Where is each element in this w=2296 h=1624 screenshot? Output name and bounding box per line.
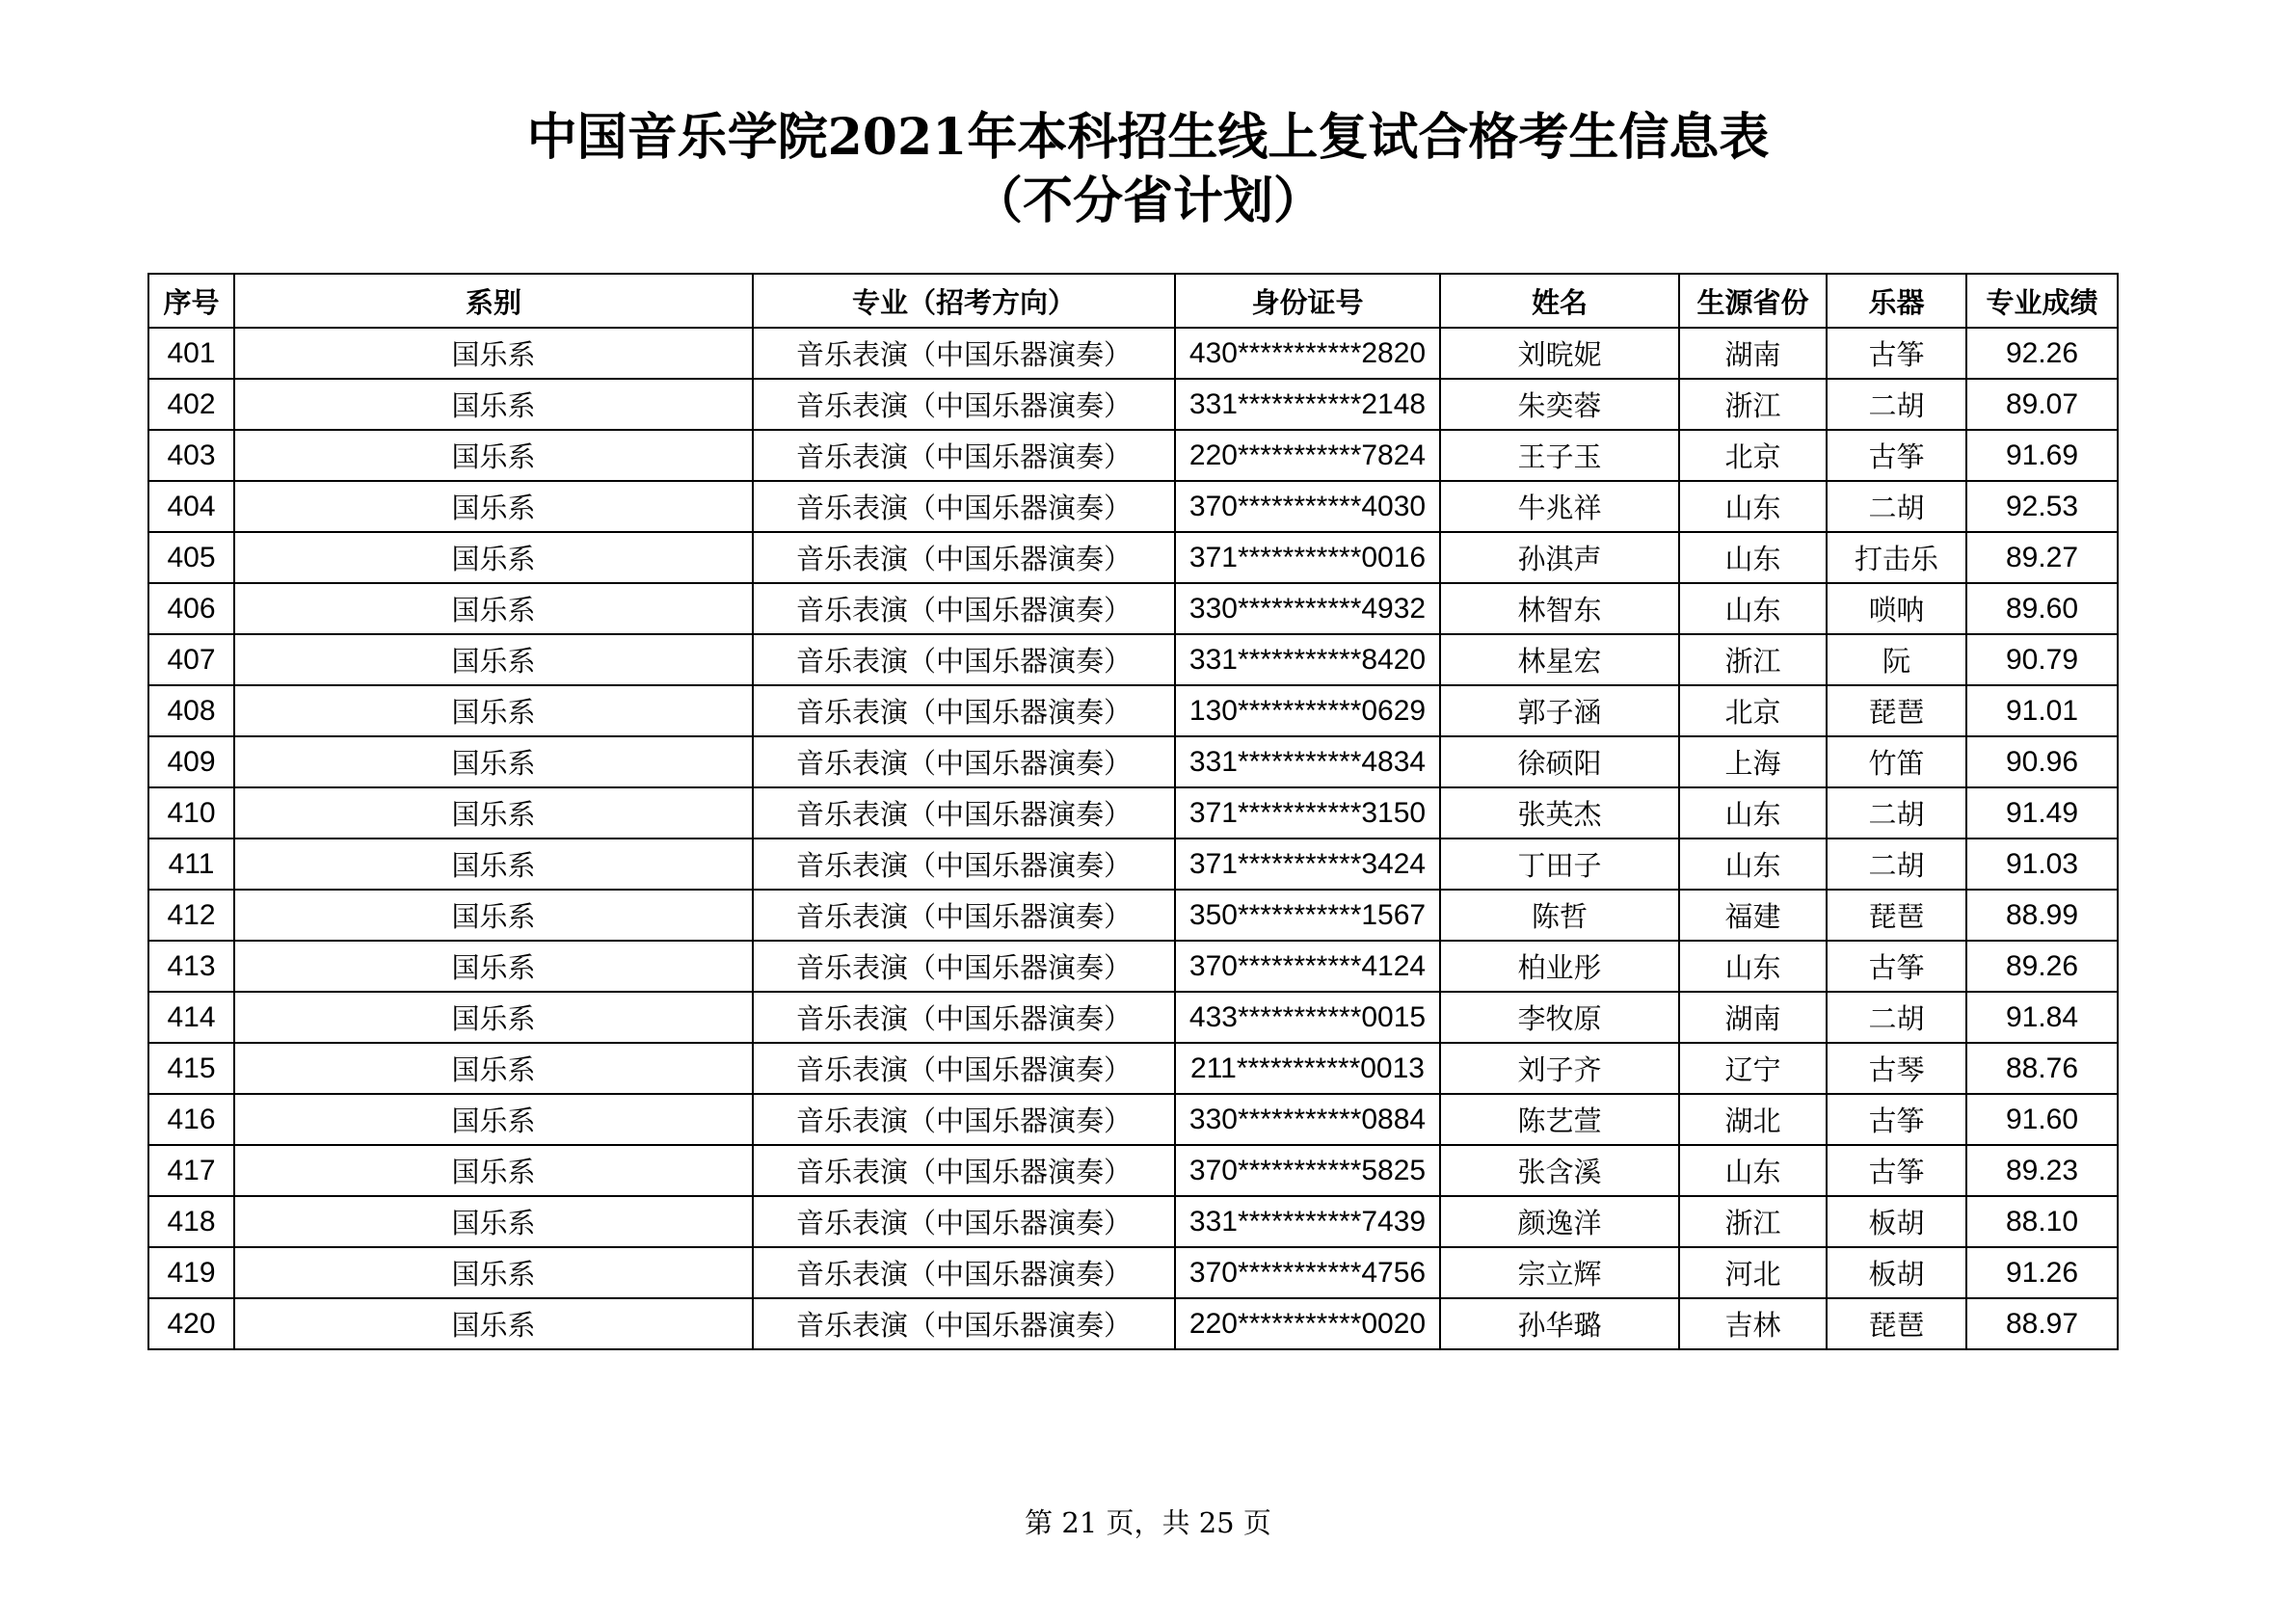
cell-major: 音乐表演（中国乐器演奏）: [753, 1145, 1175, 1196]
cell-instrument: 二胡: [1827, 839, 1966, 890]
cell-province: 北京: [1679, 685, 1827, 736]
table-row: [148, 1247, 2118, 1298]
table-row: [148, 992, 2118, 1043]
cell-score: 91.69: [1966, 430, 2118, 481]
cell-score: 88.76: [1966, 1043, 2118, 1094]
cell-id-number: 331***********4834: [1175, 736, 1440, 787]
cell-province: 湖南: [1679, 992, 1827, 1043]
cell-index: 415: [148, 1043, 234, 1094]
cell-index: 408: [148, 685, 234, 736]
column-header-id-number: 身份证号: [1175, 274, 1440, 328]
cell-id-number: 350***********1567: [1175, 890, 1440, 941]
cell-name: 张英杰: [1440, 787, 1679, 839]
cell-name: 宗立辉: [1440, 1247, 1679, 1298]
cell-id-number: 370***********5825: [1175, 1145, 1440, 1196]
column-header-province: 生源省份: [1679, 274, 1827, 328]
cell-id-number: 331***********7439: [1175, 1196, 1440, 1247]
cell-province: 浙江: [1679, 1196, 1827, 1247]
table-row: [148, 379, 2118, 430]
cell-name: 张含溪: [1440, 1145, 1679, 1196]
cell-id-number: 370***********4030: [1175, 481, 1440, 532]
cell-instrument: 二胡: [1827, 992, 1966, 1043]
cell-index: 412: [148, 890, 234, 941]
cell-department: 国乐系: [234, 1247, 753, 1298]
cell-name: 李牧原: [1440, 992, 1679, 1043]
cell-score: 89.23: [1966, 1145, 2118, 1196]
cell-province: 湖南: [1679, 328, 1827, 379]
table-row: [148, 736, 2118, 787]
table-row: [148, 1094, 2118, 1145]
cell-province: 福建: [1679, 890, 1827, 941]
table-row: [148, 941, 2118, 992]
cell-instrument: 二胡: [1827, 379, 1966, 430]
table-row: [148, 685, 2118, 736]
cell-province: 山东: [1679, 1145, 1827, 1196]
cell-score: 89.07: [1966, 379, 2118, 430]
cell-department: 国乐系: [234, 992, 753, 1043]
cell-instrument: 阮: [1827, 634, 1966, 685]
cell-province: 山东: [1679, 839, 1827, 890]
cell-index: 406: [148, 583, 234, 634]
cell-department: 国乐系: [234, 532, 753, 583]
cell-major: 音乐表演（中国乐器演奏）: [753, 379, 1175, 430]
cell-index: 410: [148, 787, 234, 839]
cell-province: 上海: [1679, 736, 1827, 787]
cell-instrument: 古琴: [1827, 1043, 1966, 1094]
cell-id-number: 371***********0016: [1175, 532, 1440, 583]
cell-name: 朱奕蓉: [1440, 379, 1679, 430]
cell-major: 音乐表演（中国乐器演奏）: [753, 1247, 1175, 1298]
column-header-department: 系别: [234, 274, 753, 328]
cell-score: 90.96: [1966, 736, 2118, 787]
cell-id-number: 433***********0015: [1175, 992, 1440, 1043]
cell-province: 北京: [1679, 430, 1827, 481]
cell-department: 国乐系: [234, 634, 753, 685]
table-row: [148, 532, 2118, 583]
cell-index: 404: [148, 481, 234, 532]
cell-instrument: 二胡: [1827, 787, 1966, 839]
cell-major: 音乐表演（中国乐器演奏）: [753, 634, 1175, 685]
cell-score: 89.26: [1966, 941, 2118, 992]
cell-major: 音乐表演（中国乐器演奏）: [753, 941, 1175, 992]
cell-department: 国乐系: [234, 1196, 753, 1247]
cell-id-number: 130***********0629: [1175, 685, 1440, 736]
cell-index: 403: [148, 430, 234, 481]
cell-score: 91.84: [1966, 992, 2118, 1043]
cell-id-number: 430***********2820: [1175, 328, 1440, 379]
cell-instrument: 古筝: [1827, 1145, 1966, 1196]
cell-province: 山东: [1679, 941, 1827, 992]
cell-province: 辽宁: [1679, 1043, 1827, 1094]
cell-instrument: 古筝: [1827, 430, 1966, 481]
cell-major: 音乐表演（中国乐器演奏）: [753, 787, 1175, 839]
cell-name: 颜逸洋: [1440, 1196, 1679, 1247]
column-header-name: 姓名: [1440, 274, 1679, 328]
cell-instrument: 古筝: [1827, 941, 1966, 992]
cell-name: 刘子齐: [1440, 1043, 1679, 1094]
cell-department: 国乐系: [234, 736, 753, 787]
cell-name: 丁田子: [1440, 839, 1679, 890]
cell-province: 吉林: [1679, 1298, 1827, 1349]
cell-index: 411: [148, 839, 234, 890]
cell-score: 91.26: [1966, 1247, 2118, 1298]
cell-department: 国乐系: [234, 941, 753, 992]
cell-instrument: 古筝: [1827, 328, 1966, 379]
cell-department: 国乐系: [234, 379, 753, 430]
cell-name: 林智东: [1440, 583, 1679, 634]
cell-major: 音乐表演（中国乐器演奏）: [753, 736, 1175, 787]
cell-department: 国乐系: [234, 685, 753, 736]
cell-department: 国乐系: [234, 1298, 753, 1349]
cell-index: 407: [148, 634, 234, 685]
column-header-instrument: 乐器: [1827, 274, 1966, 328]
cell-score: 91.03: [1966, 839, 2118, 890]
cell-province: 山东: [1679, 532, 1827, 583]
cell-instrument: 打击乐: [1827, 532, 1966, 583]
cell-index: 409: [148, 736, 234, 787]
document-title: 中国音乐学院2021年本科招生线上复试合格考生信息表: [526, 108, 1770, 167]
cell-index: 420: [148, 1298, 234, 1349]
cell-instrument: 板胡: [1827, 1247, 1966, 1298]
cell-instrument: 琵琶: [1827, 1298, 1966, 1349]
cell-index: 413: [148, 941, 234, 992]
table-header-row: [148, 274, 2118, 328]
cell-major: 音乐表演（中国乐器演奏）: [753, 583, 1175, 634]
cell-major: 音乐表演（中国乐器演奏）: [753, 839, 1175, 890]
cell-major: 音乐表演（中国乐器演奏）: [753, 1094, 1175, 1145]
cell-index: 417: [148, 1145, 234, 1196]
cell-id-number: 330***********0884: [1175, 1094, 1440, 1145]
cell-instrument: 板胡: [1827, 1196, 1966, 1247]
cell-instrument: 竹笛: [1827, 736, 1966, 787]
cell-major: 音乐表演（中国乐器演奏）: [753, 1043, 1175, 1094]
cell-index: 418: [148, 1196, 234, 1247]
cell-department: 国乐系: [234, 839, 753, 890]
table-row: [148, 1145, 2118, 1196]
table-row: [148, 839, 2118, 890]
cell-score: 91.01: [1966, 685, 2118, 736]
cell-score: 88.97: [1966, 1298, 2118, 1349]
cell-major: 音乐表演（中国乐器演奏）: [753, 1298, 1175, 1349]
cell-id-number: 220***********0020: [1175, 1298, 1440, 1349]
cell-department: 国乐系: [234, 481, 753, 532]
cell-name: 孙华璐: [1440, 1298, 1679, 1349]
cell-score: 88.99: [1966, 890, 2118, 941]
cell-index: 401: [148, 328, 234, 379]
cell-major: 音乐表演（中国乐器演奏）: [753, 1196, 1175, 1247]
cell-department: 国乐系: [234, 1145, 753, 1196]
cell-index: 419: [148, 1247, 234, 1298]
cell-index: 405: [148, 532, 234, 583]
cell-instrument: 古筝: [1827, 1094, 1966, 1145]
cell-major: 音乐表演（中国乐器演奏）: [753, 992, 1175, 1043]
cell-name: 陈哲: [1440, 890, 1679, 941]
cell-id-number: 331***********2148: [1175, 379, 1440, 430]
cell-name: 孙淇声: [1440, 532, 1679, 583]
cell-name: 柏业彤: [1440, 941, 1679, 992]
table-row: [148, 430, 2118, 481]
cell-instrument: 唢呐: [1827, 583, 1966, 634]
cell-province: 浙江: [1679, 379, 1827, 430]
document-subtitle: （不分省计划）: [972, 172, 1323, 230]
cell-instrument: 二胡: [1827, 481, 1966, 532]
cell-instrument: 琵琶: [1827, 685, 1966, 736]
cell-id-number: 220***********7824: [1175, 430, 1440, 481]
table-row: [148, 890, 2118, 941]
cell-index: 416: [148, 1094, 234, 1145]
page-footer: 第 21 页，共 25 页: [1025, 1506, 1271, 1539]
cell-index: 414: [148, 992, 234, 1043]
candidate-table: [147, 273, 2119, 1350]
cell-name: 林星宏: [1440, 634, 1679, 685]
cell-department: 国乐系: [234, 583, 753, 634]
cell-major: 音乐表演（中国乐器演奏）: [753, 481, 1175, 532]
cell-province: 浙江: [1679, 634, 1827, 685]
cell-score: 91.49: [1966, 787, 2118, 839]
cell-department: 国乐系: [234, 787, 753, 839]
cell-province: 山东: [1679, 583, 1827, 634]
table-row: [148, 1298, 2118, 1349]
cell-id-number: 371***********3424: [1175, 839, 1440, 890]
cell-province: 山东: [1679, 787, 1827, 839]
cell-department: 国乐系: [234, 890, 753, 941]
cell-score: 89.27: [1966, 532, 2118, 583]
cell-id-number: 370***********4124: [1175, 941, 1440, 992]
table-row: [148, 481, 2118, 532]
cell-province: 湖北: [1679, 1094, 1827, 1145]
cell-department: 国乐系: [234, 430, 753, 481]
table-row: [148, 787, 2118, 839]
cell-id-number: 211***********0013: [1175, 1043, 1440, 1094]
cell-major: 音乐表演（中国乐器演奏）: [753, 890, 1175, 941]
cell-score: 90.79: [1966, 634, 2118, 685]
cell-department: 国乐系: [234, 328, 753, 379]
cell-name: 王子玉: [1440, 430, 1679, 481]
cell-id-number: 371***********3150: [1175, 787, 1440, 839]
table-row: [148, 583, 2118, 634]
column-header-index: 序号: [148, 274, 234, 328]
cell-score: 92.53: [1966, 481, 2118, 532]
cell-department: 国乐系: [234, 1043, 753, 1094]
cell-name: 郭子涵: [1440, 685, 1679, 736]
cell-id-number: 331***********8420: [1175, 634, 1440, 685]
cell-province: 山东: [1679, 481, 1827, 532]
table-row: [148, 634, 2118, 685]
column-header-major: 专业（招考方向）: [753, 274, 1175, 328]
table-row: [148, 328, 2118, 379]
cell-id-number: 370***********4756: [1175, 1247, 1440, 1298]
cell-department: 国乐系: [234, 1094, 753, 1145]
cell-score: 92.26: [1966, 328, 2118, 379]
cell-major: 音乐表演（中国乐器演奏）: [753, 430, 1175, 481]
column-header-score: 专业成绩: [1966, 274, 2118, 328]
cell-province: 河北: [1679, 1247, 1827, 1298]
cell-index: 402: [148, 379, 234, 430]
cell-score: 88.10: [1966, 1196, 2118, 1247]
cell-name: 刘晥妮: [1440, 328, 1679, 379]
cell-name: 陈艺萱: [1440, 1094, 1679, 1145]
cell-major: 音乐表演（中国乐器演奏）: [753, 328, 1175, 379]
cell-score: 89.60: [1966, 583, 2118, 634]
cell-major: 音乐表演（中国乐器演奏）: [753, 532, 1175, 583]
cell-score: 91.60: [1966, 1094, 2118, 1145]
cell-name: 牛兆祥: [1440, 481, 1679, 532]
cell-name: 徐硕阳: [1440, 736, 1679, 787]
cell-id-number: 330***********4932: [1175, 583, 1440, 634]
table-row: [148, 1196, 2118, 1247]
cell-major: 音乐表演（中国乐器演奏）: [753, 685, 1175, 736]
table-row: [148, 1043, 2118, 1094]
cell-instrument: 琵琶: [1827, 890, 1966, 941]
